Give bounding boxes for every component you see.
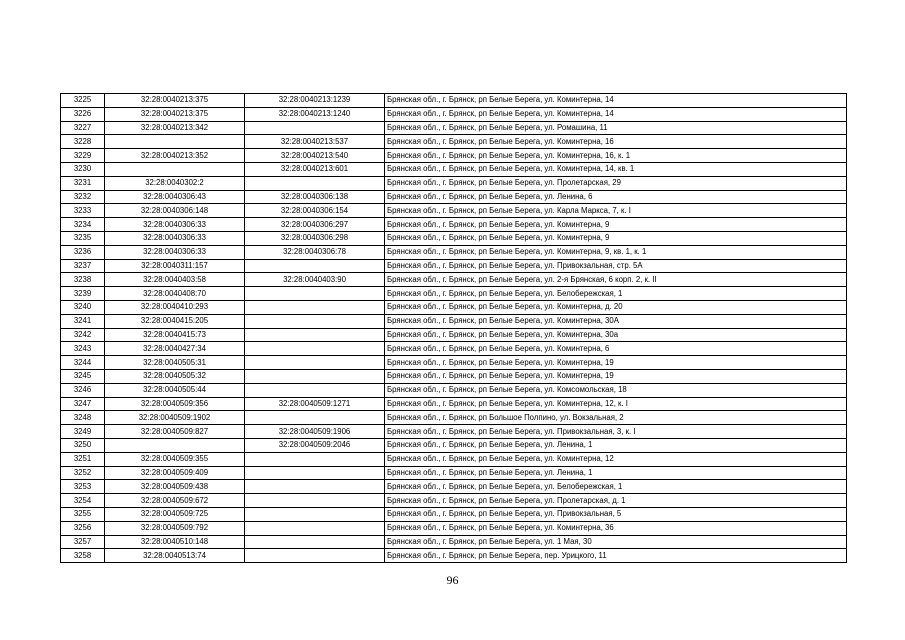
table-row [61,369,847,383]
row-number-cell: 3225 [61,94,105,108]
address-cell: Брянская обл., г. Брянск, рп Белые Берега, ул. 1 Мая, 30 [385,535,847,549]
object-cadastral-number-cell [245,328,385,342]
cadastral-number-cell: 32:28:0040415:205 [105,314,245,328]
object-cadastral-number-cell [245,369,385,383]
object-cadastral-number-cell: 32:28:0040306:138 [245,190,385,204]
cadastral-number-cell: 32:28:0040311:157 [105,259,245,273]
row-number-cell: 3226 [61,107,105,121]
address-cell: Брянская обл., г. Брянск, рп Белые Берега, ул. Привокзальная, 5 [385,507,847,521]
address-cell: Брянская обл., г. Брянск, рп Белые Берега, ул. Коминтерна, 16 [385,135,847,149]
cadastral-number-cell [105,162,245,176]
row-number-cell: 3241 [61,314,105,328]
table-row [61,314,847,328]
table-row [61,438,847,452]
address-cell: Брянская обл., г. Брянск, рп Белые Берега, ул. Комсомольская, 18 [385,383,847,397]
cadastral-number-cell: 32:28:0040509:438 [105,480,245,494]
object-cadastral-number-cell [245,287,385,301]
object-cadastral-number-cell [245,535,385,549]
object-cadastral-number-cell: 32:28:0040306:298 [245,231,385,245]
cadastral-number-cell: 32:28:0040509:792 [105,521,245,535]
table-row [61,273,847,287]
cadastral-number-cell: 32:28:0040509:1902 [105,411,245,425]
cadastral-number-cell: 32:28:0040306:33 [105,231,245,245]
cadastral-number-cell: 32:28:0040302:2 [105,176,245,190]
object-cadastral-number-cell [245,466,385,480]
cadastral-number-cell: 32:28:0040213:375 [105,94,245,108]
object-cadastral-number-cell [245,314,385,328]
object-cadastral-number-cell: 32:28:0040509:1906 [245,425,385,439]
address-cell: Брянская обл., г. Брянск, рп Большое Полпино, ул. Вокзальная, 2 [385,411,847,425]
row-number-cell: 3250 [61,438,105,452]
table-row [61,328,847,342]
cadastral-number-cell: 32:28:0040505:31 [105,356,245,370]
cadastral-number-cell: 32:28:0040510:148 [105,535,245,549]
address-cell: Брянская обл., г. Брянск, рп Белые Берега, ул. Привокзальная, стр. 5А [385,259,847,273]
table-row [61,218,847,232]
row-number-cell: 3255 [61,507,105,521]
object-cadastral-number-cell: 32:28:0040306:297 [245,218,385,232]
table-row [61,507,847,521]
address-cell: Брянская обл., г. Брянск, рп Белые Берега, ул. Привокзальная, 3, к. I [385,425,847,439]
address-cell: Брянская обл., г. Брянск, рп Белые Берега, ул. Коминтерна, 16, к. 1 [385,149,847,163]
table-row [61,259,847,273]
object-cadastral-number-cell [245,342,385,356]
row-number-cell: 3227 [61,121,105,135]
address-cell: Брянская обл., г. Брянск, рп Белые Берега, ул. Пролетарская, 29 [385,176,847,190]
cadastral-number-cell: 32:28:0040415:73 [105,328,245,342]
object-cadastral-number-cell [245,494,385,508]
table-row [61,204,847,218]
table-row [61,176,847,190]
object-cadastral-number-cell: 32:28:0040213:1239 [245,94,385,108]
address-cell: Брянская обл., г. Брянск, рп Белые Берега, ул. Коминтерна, 19 [385,369,847,383]
object-cadastral-number-cell [245,300,385,314]
table-row [61,466,847,480]
address-cell: Брянская обл., г. Брянск, рп Белые Берега, ул. Белобережская, 1 [385,480,847,494]
row-number-cell: 3230 [61,162,105,176]
property-table [60,93,847,563]
cadastral-number-cell: 32:28:0040513:74 [105,549,245,563]
address-cell: Брянская обл., г. Брянск, рп Белые Берега, ул. 2-я Брянская, 6 корп. 2, к. II [385,273,847,287]
address-cell: Брянская обл., г. Брянск, рп Белые Берега, ул. Коминтерна, 9 [385,231,847,245]
cadastral-number-cell: 32:28:0040509:672 [105,494,245,508]
object-cadastral-number-cell: 32:28:0040213:1240 [245,107,385,121]
object-cadastral-number-cell: 32:28:0040306:154 [245,204,385,218]
table-row [61,135,847,149]
address-cell: Брянская обл., г. Брянск, рп Белые Берега, ул. Ленина, 1 [385,438,847,452]
address-cell: Брянская обл., г. Брянск, рп Белые Берега, ул. Коминтерна, д. 20 [385,300,847,314]
object-cadastral-number-cell [245,521,385,535]
row-number-cell: 3240 [61,300,105,314]
table-row [61,535,847,549]
table-row [61,397,847,411]
address-cell: Брянская обл., г. Брянск, рп Белые Берега, ул. Карла Маркса, 7, к. I [385,204,847,218]
object-cadastral-number-cell [245,549,385,563]
object-cadastral-number-cell [245,452,385,466]
address-cell: Брянская обл., г. Брянск, рп Белые Берега, ул. Ленина, 1 [385,466,847,480]
row-number-cell: 3247 [61,397,105,411]
row-number-cell: 3242 [61,328,105,342]
table-row [61,356,847,370]
table-row [61,549,847,563]
address-cell: Брянская обл., г. Брянск, рп Белые Берега, ул. Коминтерна, 9 [385,218,847,232]
row-number-cell: 3237 [61,259,105,273]
table-row [61,287,847,301]
cadastral-number-cell: 32:28:0040509:409 [105,466,245,480]
table-row [61,300,847,314]
address-cell: Брянская обл., г. Брянск, рп Белые Берега, ул. Коминтерна, 30а [385,328,847,342]
table-body [61,94,847,563]
table-row [61,121,847,135]
object-cadastral-number-cell [245,480,385,494]
address-cell: Брянская обл., г. Брянск, рп Белые Берега, ул. Коминтерна, 14, кв. 1 [385,162,847,176]
table-row [61,383,847,397]
table-row [61,190,847,204]
row-number-cell: 3252 [61,466,105,480]
object-cadastral-number-cell: 32:28:0040403:90 [245,273,385,287]
row-number-cell: 3248 [61,411,105,425]
cadastral-number-cell: 32:28:0040213:352 [105,149,245,163]
table-row [61,162,847,176]
row-number-cell: 3232 [61,190,105,204]
row-number-cell: 3243 [61,342,105,356]
object-cadastral-number-cell: 32:28:0040306:78 [245,245,385,259]
object-cadastral-number-cell [245,176,385,190]
table-row [61,494,847,508]
table-row [61,521,847,535]
object-cadastral-number-cell [245,259,385,273]
cadastral-number-cell: 32:28:0040306:33 [105,245,245,259]
cadastral-number-cell [105,438,245,452]
cadastral-number-cell: 32:28:0040410:293 [105,300,245,314]
cadastral-number-cell: 32:28:0040213:342 [105,121,245,135]
row-number-cell: 3249 [61,425,105,439]
object-cadastral-number-cell [245,383,385,397]
address-cell: Брянская обл., г. Брянск, рп Белые Берега, ул. Коминтерна, 6 [385,342,847,356]
table-row [61,452,847,466]
address-cell: Брянская обл., г. Брянск, рп Белые Берега, ул. Коминтерна, 14 [385,94,847,108]
page-number: 96 [446,573,459,587]
cadastral-number-cell: 32:28:0040306:43 [105,190,245,204]
row-number-cell: 3234 [61,218,105,232]
address-cell: Брянская обл., г. Брянск, рп Белые Берега, ул. Ромашина, 11 [385,121,847,135]
row-number-cell: 3254 [61,494,105,508]
table-row [61,107,847,121]
table-row [61,231,847,245]
object-cadastral-number-cell [245,507,385,521]
table-row [61,411,847,425]
cadastral-number-cell: 32:28:0040306:33 [105,218,245,232]
cadastral-number-cell: 32:28:0040505:32 [105,369,245,383]
row-number-cell: 3238 [61,273,105,287]
row-number-cell: 3233 [61,204,105,218]
cadastral-number-cell: 32:28:0040505:44 [105,383,245,397]
row-number-cell: 3244 [61,356,105,370]
address-cell: Брянская обл., г. Брянск, рп Белые Берега, пер. Урицкого, 11 [385,549,847,563]
address-cell: Брянская обл., г. Брянск, рп Белые Берега, ул. Коминтерна, 36 [385,521,847,535]
row-number-cell: 3258 [61,549,105,563]
cadastral-number-cell [105,135,245,149]
table-row [61,94,847,108]
object-cadastral-number-cell: 32:28:0040213:537 [245,135,385,149]
cadastral-number-cell: 32:28:0040509:356 [105,397,245,411]
table-row [61,342,847,356]
cadastral-number-cell: 32:28:0040306:148 [105,204,245,218]
cadastral-number-cell: 32:28:0040213:375 [105,107,245,121]
row-number-cell: 3228 [61,135,105,149]
row-number-cell: 3239 [61,287,105,301]
object-cadastral-number-cell [245,356,385,370]
cadastral-number-cell: 32:28:0040509:725 [105,507,245,521]
object-cadastral-number-cell [245,121,385,135]
address-cell: Брянская обл., г. Брянск, рп Белые Берега, ул. Коминтерна, 30А [385,314,847,328]
row-number-cell: 3253 [61,480,105,494]
row-number-cell: 3235 [61,231,105,245]
table-row [61,425,847,439]
row-number-cell: 3229 [61,149,105,163]
table-row [61,480,847,494]
object-cadastral-number-cell [245,411,385,425]
table-row [61,149,847,163]
object-cadastral-number-cell: 32:28:0040213:601 [245,162,385,176]
cadastral-number-cell: 32:28:0040509:355 [105,452,245,466]
row-number-cell: 3256 [61,521,105,535]
row-number-cell: 3231 [61,176,105,190]
cadastral-number-cell: 32:28:0040509:827 [105,425,245,439]
row-number-cell: 3246 [61,383,105,397]
object-cadastral-number-cell: 32:28:0040509:1271 [245,397,385,411]
address-cell: Брянская обл., г. Брянск, рп Белые Берега, ул. Коминтерна, 14 [385,107,847,121]
address-cell: Брянская обл., г. Брянск, рп Белые Берега, ул. Ленина, 6 [385,190,847,204]
row-number-cell: 3245 [61,369,105,383]
row-number-cell: 3236 [61,245,105,259]
address-cell: Брянская обл., г. Брянск, рп Белые Берега, ул. Коминтерна, 12, к. I [385,397,847,411]
cadastral-number-cell: 32:28:0040403:58 [105,273,245,287]
cadastral-number-cell: 32:28:0040408:70 [105,287,245,301]
object-cadastral-number-cell: 32:28:0040509:2046 [245,438,385,452]
row-number-cell: 3257 [61,535,105,549]
address-cell: Брянская обл., г. Брянск, рп Белые Берега, ул. Коминтерна, 12 [385,452,847,466]
table-row [61,245,847,259]
object-cadastral-number-cell: 32:28:0040213:540 [245,149,385,163]
cadastral-number-cell: 32:28:0040427:34 [105,342,245,356]
address-cell: Брянская обл., г. Брянск, рп Белые Берега, ул. Белобережская, 1 [385,287,847,301]
address-cell: Брянская обл., г. Брянск, рп Белые Берега, ул. Пролетарская, д. 1 [385,494,847,508]
row-number-cell: 3251 [61,452,105,466]
address-cell: Брянская обл., г. Брянск, рп Белые Берега, ул. Коминтерна, 19 [385,356,847,370]
address-cell: Брянская обл., г. Брянск, рп Белые Берега, ул. Коминтерна, 9, кв. 1, к. 1 [385,245,847,259]
